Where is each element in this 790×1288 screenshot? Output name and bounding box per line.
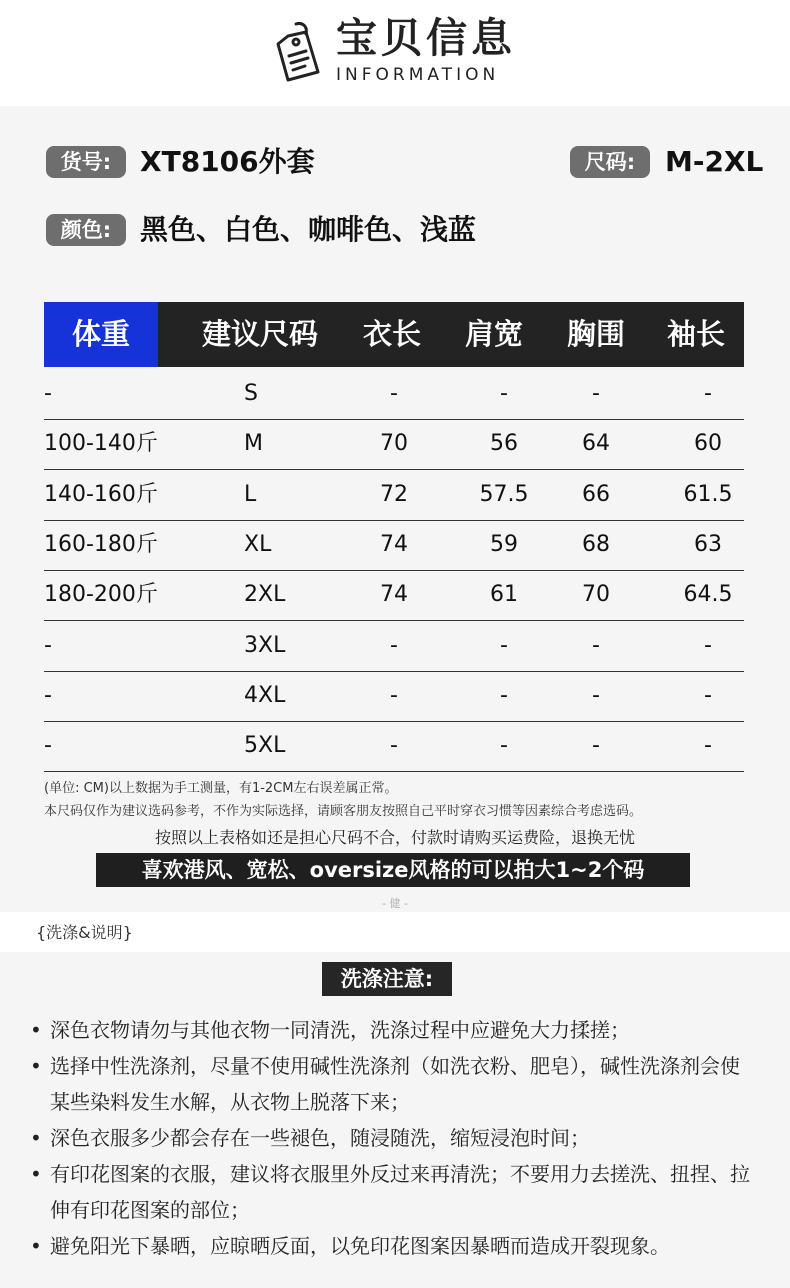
table-cell: - <box>704 682 712 708</box>
table-cell: 74 <box>380 531 408 557</box>
table-cell: 68 <box>582 531 610 557</box>
unit-note: (单位: CM)以上数据为手工测量，有1-2CM左右误差属正常。 <box>44 781 398 796</box>
table-cell: XL <box>244 531 272 557</box>
table-cell: 70 <box>380 431 408 457</box>
table-cell: - <box>704 733 712 759</box>
table-cell: - <box>500 632 508 658</box>
table-cell: 5XL <box>244 733 286 759</box>
shipping-note: 按照以上表格如还是担心尺码不合，付款时请购买运费险，退换无忧 <box>154 828 635 847</box>
table-row <box>44 621 744 672</box>
washing-title: 洗涤注意: <box>322 962 452 996</box>
color-value: 黑色、白色、咖啡色、浅蓝 <box>140 213 477 246</box>
table-cell: 64.5 <box>683 582 733 608</box>
table-cell: 100-140斤 <box>44 431 158 457</box>
table-cell: - <box>390 381 398 406</box>
washing-section-label: {洗涤&说明} <box>36 923 133 942</box>
header-weight: 体重 <box>44 302 158 367</box>
bullet: • <box>30 1018 42 1042</box>
bullet: • <box>30 1162 42 1186</box>
section-subtitle: INFORMATION <box>336 65 500 85</box>
section-title: 宝贝信息 <box>336 14 516 62</box>
table-cell: 70 <box>582 582 610 608</box>
table-cell: L <box>244 481 257 507</box>
table-cell: 4XL <box>244 682 286 708</box>
header-suggested-size: 建议尺码 <box>201 317 318 351</box>
table-cell: - <box>500 682 508 708</box>
table-cell: 64 <box>582 431 610 457</box>
table-cell: 63 <box>694 531 722 557</box>
table-cell: - <box>44 381 52 406</box>
item-no-value: XT8106外套 <box>140 145 315 178</box>
table-row <box>44 419 744 470</box>
table-cell: 160-180斤 <box>44 531 158 557</box>
washing-item-text: 深色衣服多少都会存在一些褪色，随浸随洗，缩短浸泡时间； <box>50 1126 590 1150</box>
size-range-value: M-2XL <box>665 145 764 178</box>
bullet: • <box>30 1234 42 1258</box>
table-cell: - <box>44 682 52 708</box>
header-chest: 胸围 <box>566 317 625 351</box>
header-shoulder: 肩宽 <box>464 317 523 351</box>
washing-item-text: 有印花图案的衣服，建议将衣服里外反过来再清洗；不要用力去搓洗、扭捏、拉伸有印花图案的部位； <box>50 1162 750 1222</box>
table-cell: 61 <box>490 582 518 608</box>
bullet: • <box>30 1054 42 1078</box>
price-tag-icon <box>272 20 324 84</box>
table-cell: 2XL <box>244 582 286 608</box>
size-up-banner: 喜欢港风、宽松、oversize风格的可以拍大1~2个码 <box>96 853 690 887</box>
table-cell: - <box>500 381 508 406</box>
table-cell: S <box>244 381 258 406</box>
table-row <box>44 721 744 772</box>
table-cell: - <box>704 381 712 406</box>
color-label: 颜色: <box>46 214 126 246</box>
page-header <box>0 0 790 106</box>
table-cell: - <box>44 733 52 759</box>
table-cell: 3XL <box>244 632 286 658</box>
table-cell: - <box>390 733 398 759</box>
bullet: • <box>30 1126 42 1150</box>
table-row <box>44 671 744 722</box>
washing-item-text: 选择中性洗涤剂，尽量不使用碱性洗涤剂（如洗衣粉、肥皂），碱性洗涤剂会使某些染料发生水解，从衣物上脱落下来； <box>50 1054 740 1114</box>
table-cell: M <box>244 431 263 457</box>
table-cell: - <box>390 682 398 708</box>
table-cell: 140-160斤 <box>44 481 158 507</box>
washing-item-text: 避免阳光下暴晒，应晾晒反面，以免印花图案因暴晒而造成开裂现象。 <box>50 1234 670 1258</box>
table-cell: - <box>592 381 600 406</box>
size-range-label: 尺码: <box>570 146 650 178</box>
table-cell: 57.5 <box>479 481 529 507</box>
divider-mark: - 健 - <box>382 897 408 910</box>
table-cell: - <box>592 632 600 658</box>
washing-item-text: 深色衣物请勿与其他衣物一同清洗，洗涤过程中应避免大力揉搓； <box>50 1018 630 1042</box>
table-cell: 61.5 <box>683 481 733 507</box>
table-cell: 72 <box>380 481 408 507</box>
table-cell: - <box>390 632 398 658</box>
table-cell: 59 <box>490 531 518 557</box>
table-cell: - <box>704 632 712 658</box>
table-cell: 60 <box>694 431 722 457</box>
table-cell: 180-200斤 <box>44 582 158 608</box>
table-row <box>44 520 744 571</box>
table-row <box>44 570 744 621</box>
header-sleeve: 袖长 <box>666 317 725 351</box>
table-cell: 66 <box>582 481 610 507</box>
table-cell: - <box>500 733 508 759</box>
item-no-label: 货号: <box>46 146 126 178</box>
table-cell: - <box>592 682 600 708</box>
reference-note: 本尺码仅作为建议选码参考，不作为实际选择，请顾客朋友按照自己平时穿衣习惯等因素综合考虑选码。 <box>44 804 643 819</box>
table-cell: - <box>592 733 600 759</box>
table-row <box>44 369 744 420</box>
table-header <box>44 302 744 367</box>
table-cell: - <box>44 632 52 658</box>
table-cell: 74 <box>380 582 408 608</box>
header-length: 衣长 <box>362 317 421 351</box>
table-row <box>44 470 744 521</box>
table-cell: 56 <box>490 431 518 457</box>
